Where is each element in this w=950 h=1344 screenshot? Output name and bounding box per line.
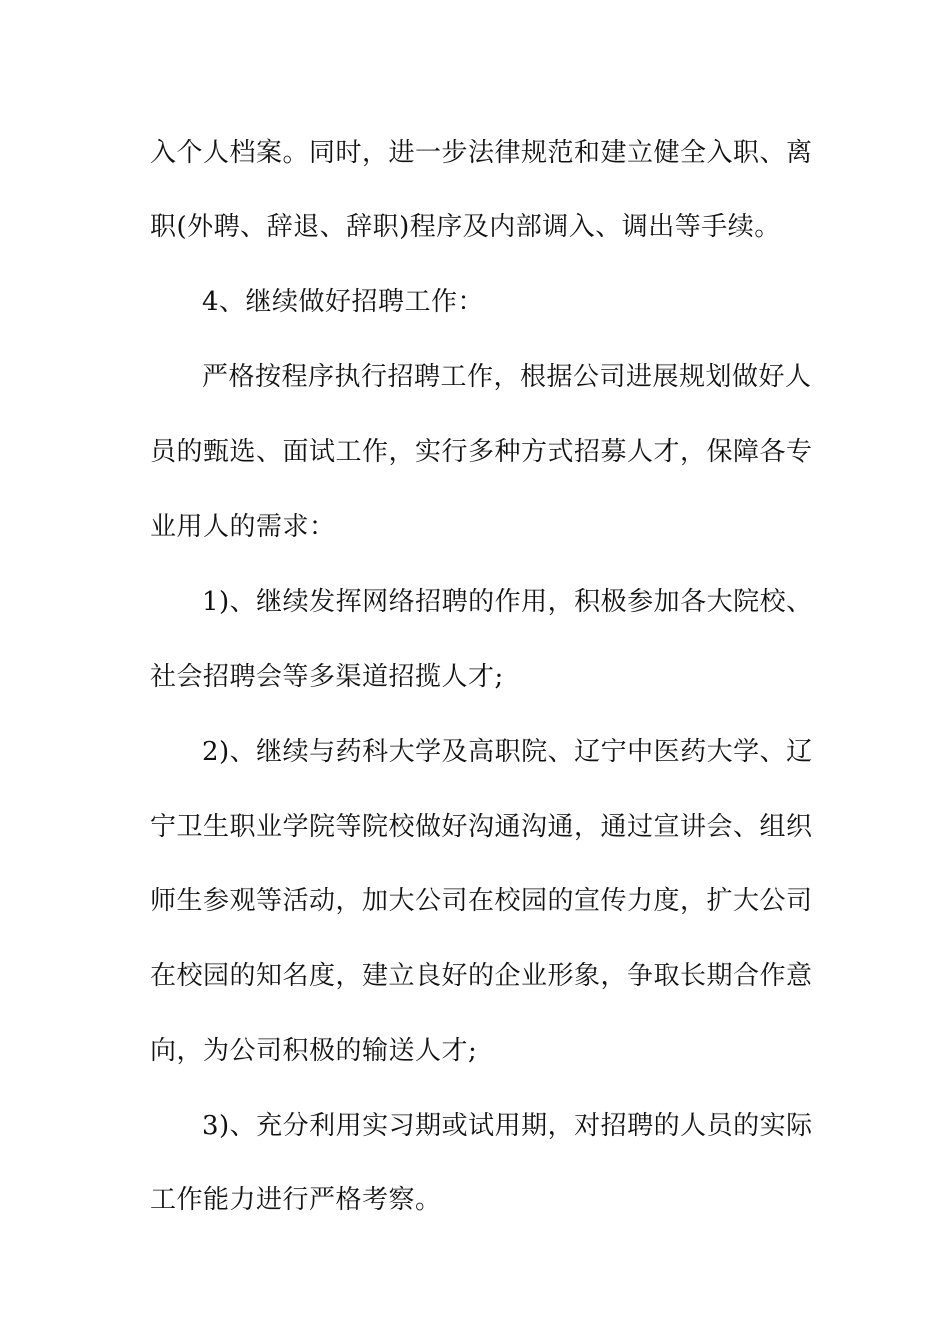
section-heading: 4、继续做好招聘工作： — [202, 287, 485, 317]
text-line: 宁卫生职业学院等院校做好沟通沟通，通过宣讲会、组织 — [150, 812, 813, 842]
list-item: 3)、充分利用实习期或试用期，对招聘的人员的实际 — [202, 1111, 813, 1141]
text-line: 业用人的需求： — [150, 512, 336, 542]
text-line: 员的甄选、面试工作，实行多种方式招募人才，保障各专 — [150, 437, 813, 467]
text-line: 入个人档案。同时，进一步法律规范和建立健全入职、离 — [150, 138, 813, 168]
text-line: 向，为公司积极的输送人才; — [150, 1036, 478, 1066]
text-line: 工作能力进行严格考察。 — [150, 1185, 442, 1215]
text-line: 社会招聘会等多渠道招揽人才; — [150, 662, 504, 692]
text-line: 师生参观等活动，加大公司在校园的宣传力度，扩大公司 — [150, 886, 813, 916]
list-item: 1)、继续发挥网络招聘的作用，积极参加各大院校、 — [202, 587, 813, 617]
text-line: 严格按程序执行招聘工作，根据公司进展规划做好人 — [202, 362, 812, 392]
list-item: 2)、继续与药科大学及高职院、辽宁中医药大学、辽 — [202, 737, 813, 767]
text-line: 职(外聘、辞退、辞职)程序及内部调入、调出等手续。 — [150, 212, 781, 242]
text-line: 在校园的知名度，建立良好的企业形象，争取长期合作意 — [150, 961, 813, 991]
